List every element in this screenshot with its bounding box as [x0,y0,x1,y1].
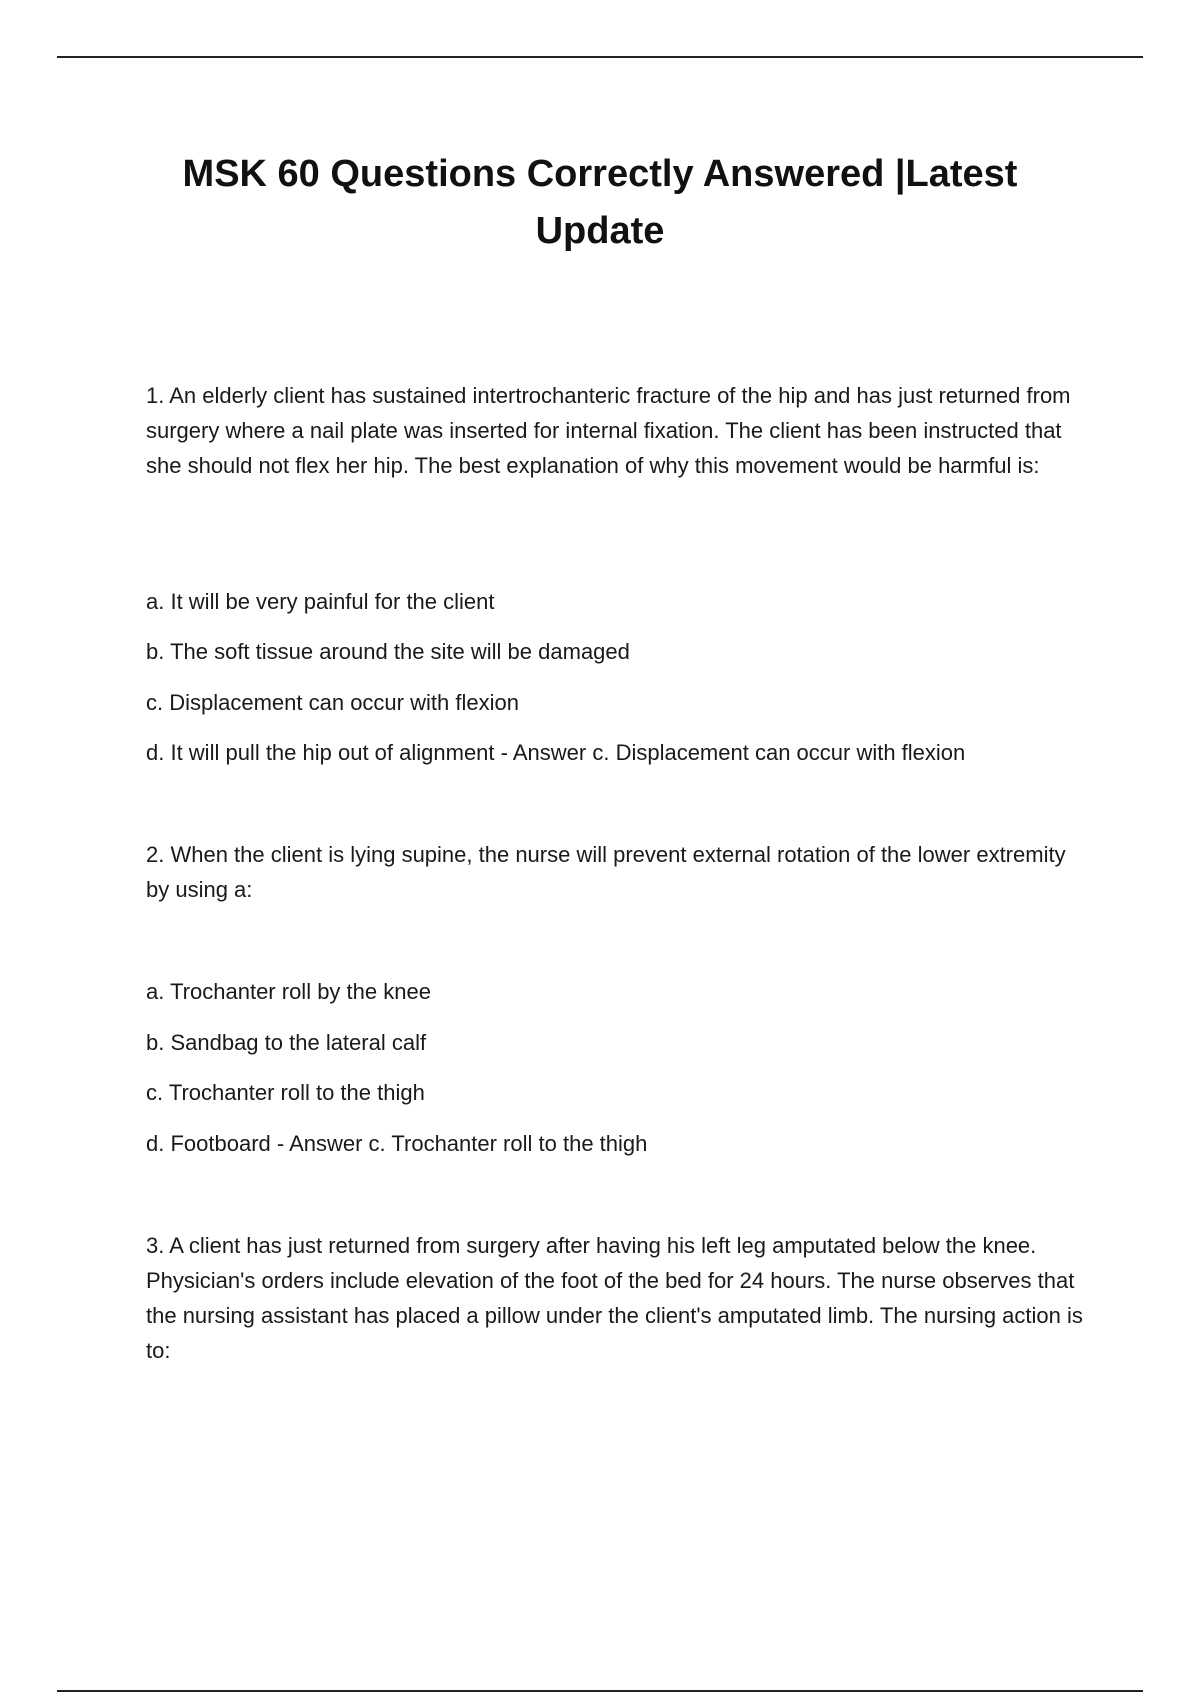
title-line-1: MSK 60 Questions Correctly Answered |Latest [182,153,1018,195]
question-2-option-b: b. Sandbag to the lateral calf [146,1030,427,1055]
question-1-option-d-answer: d. It will pull the hip out of alignment - Answer c. Displacement can occur with flexion [146,740,966,765]
question-2-stem: 2. When the client is lying supine, the nurse will prevent external rotation of the lower extremity by using a: [146,842,1066,902]
title-line-2: Update [535,210,665,252]
question-3-stem: 3. A client has just returned from surgery after having his left leg amputated below the knee. Physician's orders include elevation of the foot of the bed for 24 hours. The nurse observes that the nursing assistant has placed a pillow under the client's amputated limb. The nursing action is to: [146,1233,1083,1363]
question-2-option-d-answer: d. Footboard - Answer c. Trochanter roll to the thigh [146,1131,648,1156]
question-1-stem: 1. An elderly client has sustained intertrochanteric fracture of the hip and has just returned from surgery where a nail plate was inserted for internal fixation. The client has been instructed that she should not flex her hip. The best explanation of why this movement would be harmful is: [146,383,1071,478]
question-2-option-c: c. Trochanter roll to the thigh [146,1080,425,1105]
question-1-option-c: c. Displacement can occur with flexion [146,690,519,715]
document-title [100,146,1100,260]
bottom-rule [57,1690,1143,1692]
top-rule [57,56,1143,58]
question-1-option-a: a. It will be very painful for the client [146,589,495,614]
question-1-option-b: b. The soft tissue around the site will be damaged [146,639,630,664]
question-2-option-a: a. Trochanter roll by the knee [146,979,431,1004]
